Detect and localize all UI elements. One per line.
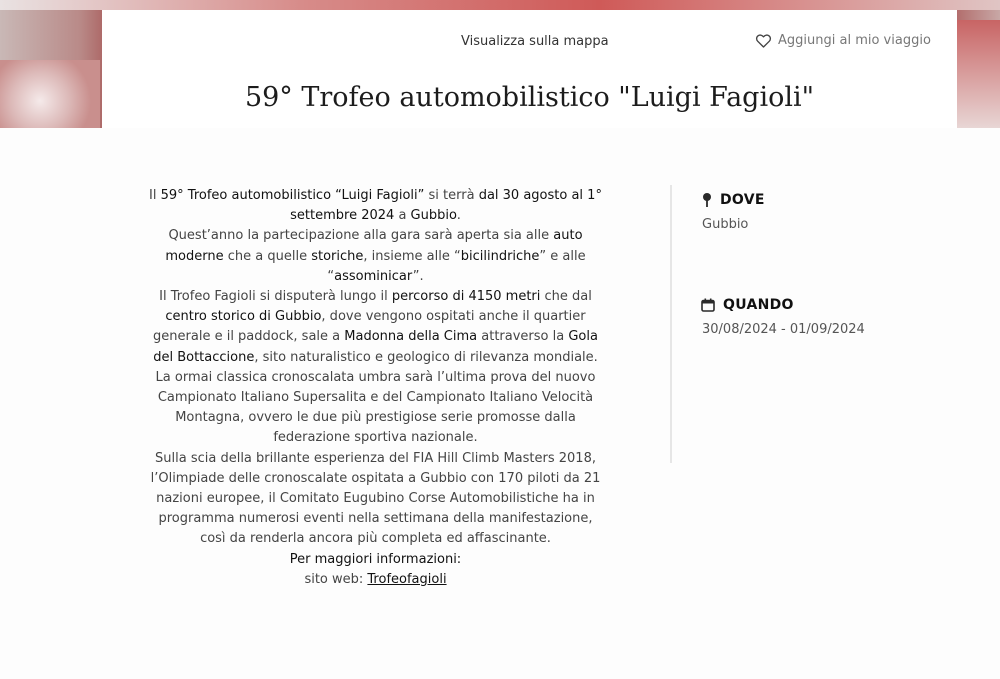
text-segment: si terrà: [424, 188, 479, 203]
highlighted-text: Madonna della Cima: [344, 329, 478, 345]
description-paragraph: [148, 368, 603, 449]
description-paragraph: [148, 449, 603, 550]
view-on-map-link[interactable]: Visualizza sulla mappa: [461, 34, 609, 49]
when-label: QUANDO: [723, 297, 794, 313]
website-prefix: sito web:: [304, 571, 368, 587]
text-segment: , dove vengono ospitati anche il quartier generale e il paddock, sale a: [153, 309, 586, 345]
text-segment: Quest’anno la partecipazione alla gara sarà aperta sia alle: [168, 228, 554, 244]
hero-banner-left: [0, 60, 100, 128]
highlighted-text: percorso di 4150 metri: [391, 289, 541, 305]
when-heading: [701, 297, 794, 313]
text-segment: ” e alle “: [327, 248, 586, 284]
calendar-icon: [701, 298, 715, 312]
event-description: [148, 186, 603, 590]
add-to-trip-button[interactable]: [755, 33, 931, 48]
text-segment: che dal: [540, 289, 592, 305]
description-paragraph: [148, 226, 603, 287]
description-paragraph: [148, 287, 603, 368]
website-line: [148, 570, 603, 590]
highlighted-text: centro storico di Gubbio: [165, 309, 322, 325]
heart-icon: [755, 33, 772, 48]
text-segment: Il Trofeo Fagioli si disputerà lungo il: [159, 289, 392, 305]
where-value: Gubbio: [702, 217, 749, 232]
highlighted-text: dal 30 agosto al 1° settembre 2024: [290, 188, 602, 224]
map-pin-icon: [702, 192, 712, 208]
text-segment: Il: [149, 188, 161, 203]
text-segment: ”.: [412, 268, 424, 284]
text-segment: , sito naturalistico e geologico di rilevanza mondiale.: [254, 349, 598, 365]
description-paragraph: [148, 186, 603, 226]
where-label: DOVE: [720, 192, 765, 208]
hero-banner-strip: [0, 0, 1000, 10]
more-info-label: Per maggiori informazioni:: [289, 551, 462, 567]
event-header-card: [102, 10, 957, 128]
text-segment: che a quelle: [223, 248, 312, 264]
highlighted-text: bicilindriche: [460, 248, 540, 264]
add-to-trip-label: Aggiungi al mio viaggio: [778, 33, 931, 48]
highlighted-text: 59° Trofeo automobilistico “Luigi Fagioli”: [160, 188, 425, 203]
highlighted-text: assominicar: [334, 268, 413, 284]
text-segment: , insieme alle “: [363, 248, 461, 264]
column-divider: [670, 185, 672, 463]
where-heading: [702, 192, 765, 208]
highlighted-text: auto moderne: [165, 228, 583, 264]
highlighted-text: Gola del Bottaccione: [153, 329, 598, 365]
highlighted-text: Gubbio: [410, 208, 457, 224]
text-segment: La ormai classica cronoscalata umbra sarà l’ultima prova del nuovo Campionato Italiano Supersalita e del Campionato Italiano Velocità Montagna, ovvero le due più prestigiose serie promosse dalla federazione sportiva nazionale.: [155, 369, 596, 446]
text-segment: Sulla scia della brillante esperienza del FIA Hill Climb Masters 2018, l’Olimpiade delle cronoscalate ospitata a Gubbio con 170 piloti da 21 nazioni europee, il Comitato Eugubino Corse Automobilistiche ha in programma numerosi eventi nella settimana della manifestazione, così da renderla ancora più completa ed affascinante.: [150, 450, 601, 547]
text-segment: .: [456, 208, 461, 224]
hero-banner-right: [956, 20, 1000, 128]
event-title: 59° Trofeo automobilistico "Luigi Fagioli": [244, 82, 815, 113]
text-segment: attraverso la: [477, 329, 569, 345]
text-segment: a: [394, 208, 411, 224]
when-value: 30/08/2024 - 01/09/2024: [702, 322, 865, 337]
website-link[interactable]: Trofeofagioli: [367, 571, 447, 587]
highlighted-text: storiche: [311, 248, 364, 264]
